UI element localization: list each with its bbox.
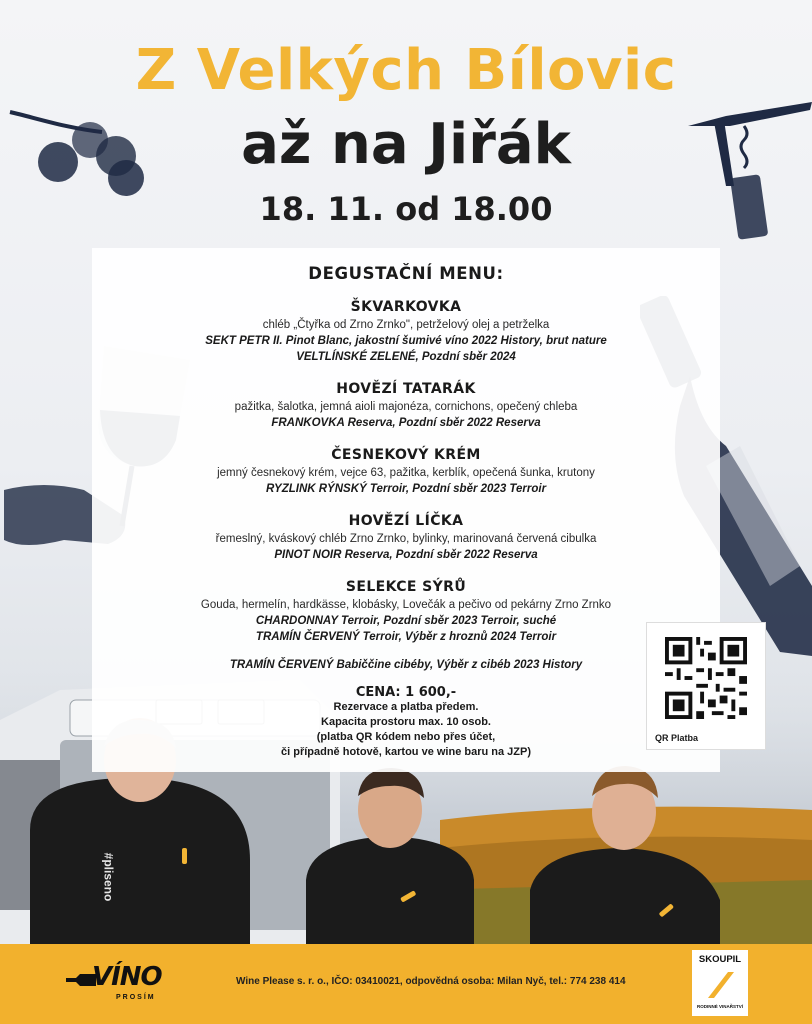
title-line-2: až na Jiřák	[241, 112, 571, 177]
price-note: či případně hotově, kartou ve wine baru na JZP)	[281, 746, 531, 758]
course-description: chléb „Čtyřka od Zrno Zrnko", petrželový olej a petrželka	[262, 319, 550, 331]
course-wine: SEKT PETR II. Pinot Blanc, jakostní šumivé víno 2022 History, brut nature	[205, 335, 607, 347]
course-name: ŠKVARKOVKA	[350, 299, 462, 315]
qr-payment-box[interactable]	[646, 622, 766, 750]
course-wine: RYZLINK RÝNSKÝ Terroir, Pozdní sběr 2023 Terroir	[265, 483, 547, 495]
course-name: HOVĚZÍ TATARÁK	[336, 381, 476, 397]
price: CENA: 1 600,-	[355, 685, 457, 700]
price-note: Rezervace a platba předem.	[333, 701, 479, 713]
slash-icon	[704, 968, 736, 1002]
menu-heading: DEGUSTAČNÍ MENU:	[308, 264, 504, 283]
logo-subtitle: PROSÍM	[116, 994, 156, 1001]
price-note: Kapacita prostoru max. 10 osob.	[321, 716, 491, 728]
course-name: SELEKCE SÝRŮ	[345, 579, 467, 595]
course-1	[92, 299, 720, 365]
course-wine: FRANKOVKA Reserva, Pozdní sběr 2022 Reserva	[271, 417, 541, 429]
logo-word: VÍNO	[92, 962, 162, 992]
course-name: HOVĚZÍ LÍČKA	[348, 513, 464, 529]
shirt-text: #pliseno	[101, 852, 116, 902]
course-wine: CHARDONNAY Terroir, Pozdní sběr 2023 Terroir, suché	[255, 615, 557, 627]
footer	[0, 944, 812, 1024]
course-name: ČESNEKOVÝ KRÉM	[331, 447, 481, 463]
logo-word: SKOUPIL	[698, 954, 742, 965]
course-2	[92, 381, 720, 431]
menu-card	[92, 248, 720, 772]
qr-label: QR Platba	[655, 733, 699, 743]
course-5	[92, 579, 720, 645]
event-date: 18. 11. od 18.00	[259, 190, 553, 228]
course-wine: PINOT NOIR Reserva, Pozdní sběr 2022 Reserva	[274, 549, 538, 561]
qr-code-icon[interactable]	[665, 637, 747, 719]
company-info: Wine Please s. r. o., IČO: 03410021, odpovědná osoba: Milan Nyč, tel.: 774 238 414	[236, 976, 626, 987]
course-description: jemný česnekový krém, vejce 63, pažitka, kerblík, opečená šunka, krutony	[217, 467, 595, 479]
title-line-1: Z Velkých Bílovic	[135, 38, 677, 103]
course-3	[92, 447, 720, 497]
dessert-wine: TRAMÍN ČERVENÝ Babiččine cibéby, Výběr z cibéb 2023 History	[229, 659, 583, 671]
skoupil-logo	[692, 950, 748, 1016]
vino-prosim-logo	[66, 962, 178, 1010]
course-wine: TRAMÍN ČERVENÝ Terroir, Výběr z hroznů 2024 Terroir	[255, 631, 557, 643]
course-wine: VELTLÍNSKÉ ZELENÉ, Pozdní sběr 2024	[296, 351, 516, 363]
course-description: řemeslný, kváskový chléb Zrno Zrnko, bylinky, marinovaná červená cibulka	[215, 533, 597, 545]
course-4	[92, 513, 720, 563]
course-description: Gouda, hermelín, hardkässe, klobásky, Lovečák a pečivo od pekárny Zrno Zrnko	[200, 599, 612, 611]
logo-subtitle: RODINNÉ VINAŘSTVÍ	[696, 1004, 743, 1009]
price-note: (platba QR kódem nebo přes účet,	[316, 731, 496, 743]
course-description: pažitka, šalotka, jemná aioli majonéza, cornichons, opečený chleba	[234, 401, 578, 413]
